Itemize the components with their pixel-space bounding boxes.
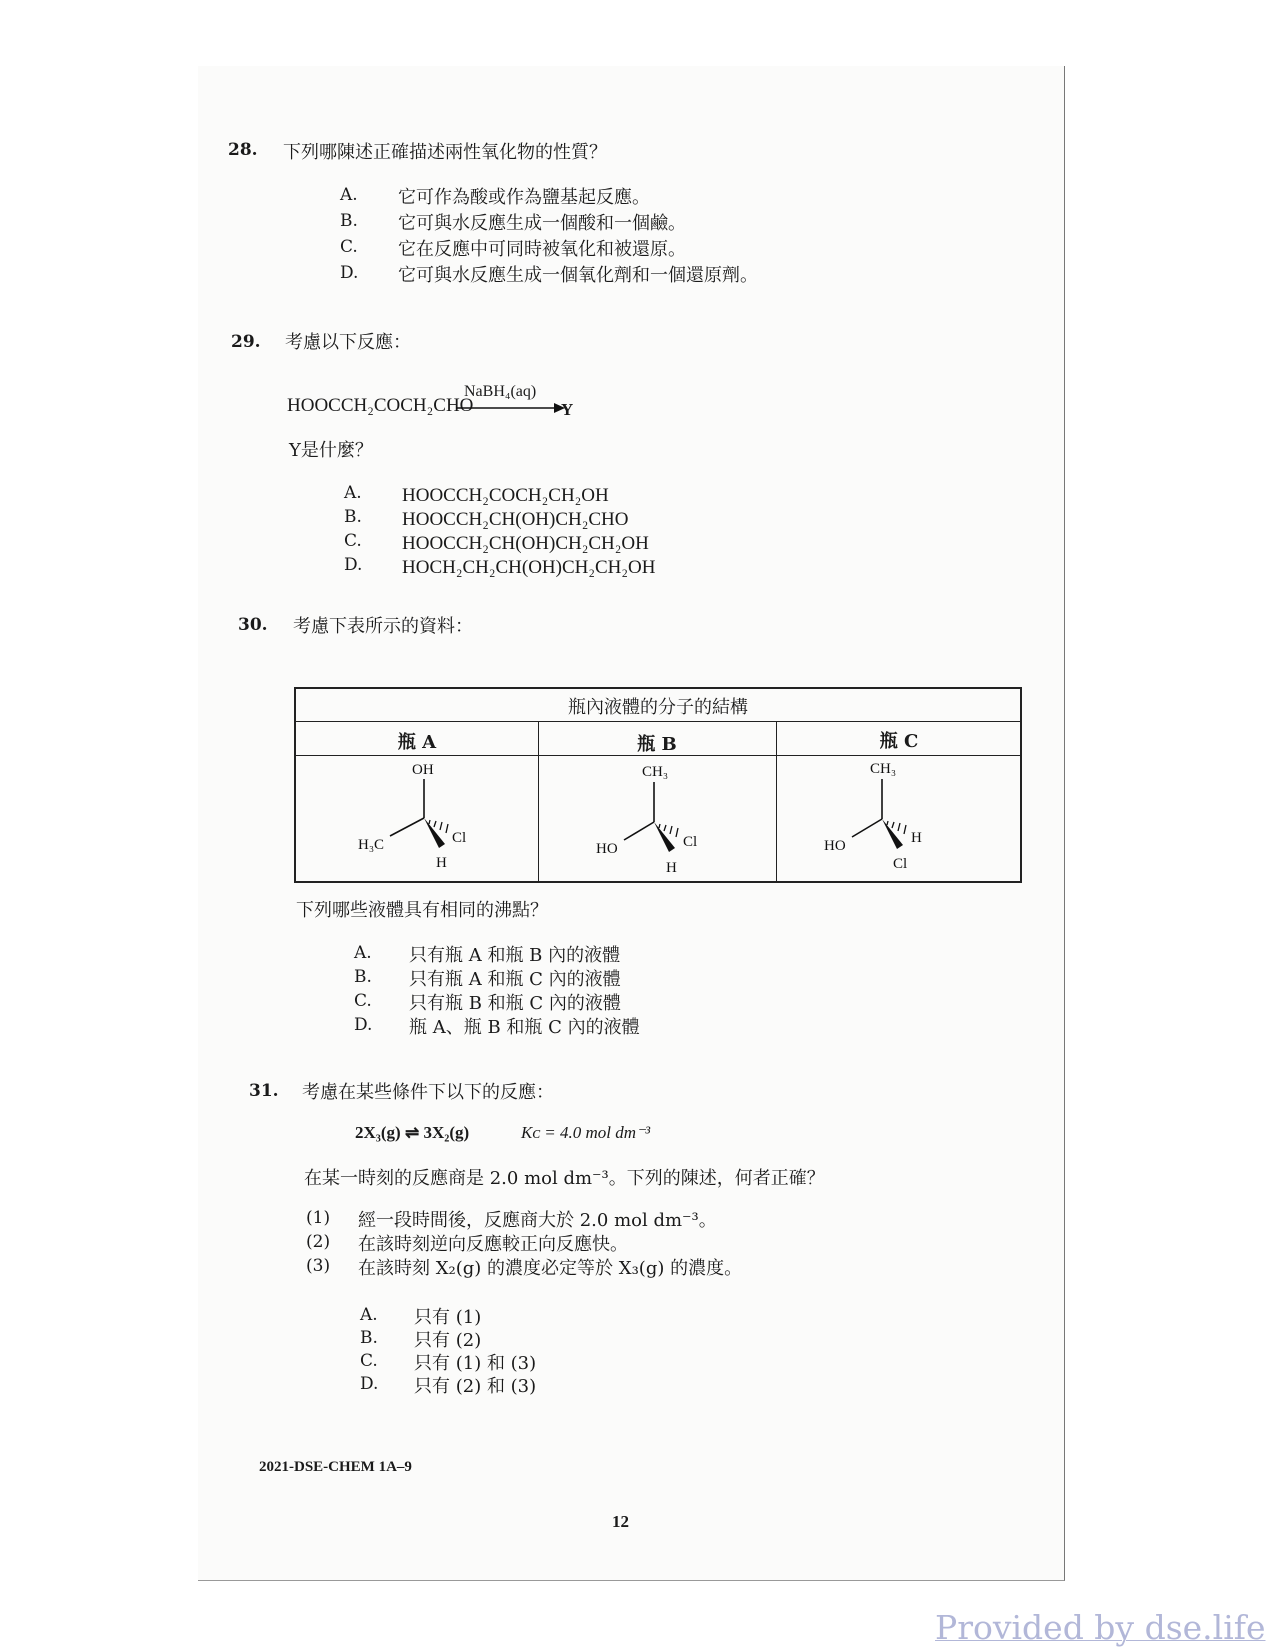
q28-option-text: 它可與水反應生成一個酸和一個鹼。: [398, 213, 686, 234]
q31-statement-number: (3): [306, 1256, 331, 1276]
q28-option-letter: A.: [340, 185, 358, 205]
substituent-bottom: H: [436, 855, 447, 871]
q30-option-letter: D.: [354, 1015, 373, 1035]
q31-statement-number: (1): [306, 1208, 331, 1228]
substituent-right: Cl: [683, 834, 698, 850]
q31-statement-text: 在該時刻 X₂(g) 的濃度必定等於 X₃(g) 的濃度。: [358, 1258, 743, 1279]
q31-option-text: 只有 (1) 和 (3): [414, 1353, 537, 1374]
q29-option-letter: A.: [344, 483, 362, 503]
q31-equation: 2X₃(g) ⇌ 3X₂(g): [355, 1123, 470, 1142]
q30-question: 下列哪些液體具有相同的沸點？: [296, 900, 548, 921]
bottle-b-structure: [538, 756, 776, 881]
q29-reactant: HOOCCH₂COCH₂CHO: [287, 395, 474, 416]
q29-question: Y是什麼？: [289, 440, 373, 461]
q28-option-text: 它在反應中可同時被氧化和被還原。: [398, 239, 686, 260]
q31-statement-text: 在該時刻逆向反應較正向反應快。: [358, 1234, 628, 1255]
q31-question: 在某一時刻的反應商是 2.0 mol dm⁻³。下列的陳述，何者正確？: [304, 1168, 825, 1189]
substituent-top: CH₃: [642, 764, 669, 780]
exam-page: [198, 66, 1065, 1581]
q28-stem: 下列哪陳述正確描述兩性氧化物的性質？: [283, 142, 607, 163]
q31-option-letter: A.: [360, 1305, 378, 1325]
q31-statement-text: 經一段時間後，反應商大於 2.0 mol dm⁻³。: [358, 1210, 717, 1231]
q30-option-text: 只有瓶 A 和瓶 C 內的液體: [409, 969, 621, 990]
substituent-bottom: Cl: [893, 856, 908, 872]
q29-product: Y: [561, 400, 574, 419]
q30-option-letter: A.: [354, 943, 372, 963]
q31-option-text: 只有 (2): [414, 1330, 482, 1351]
table-title: 瓶內液體的分子的結構: [568, 697, 748, 718]
q29-reaction-arrow: [456, 402, 566, 414]
q31-statement-number: (2): [306, 1232, 331, 1252]
page-number: 12: [612, 1512, 629, 1531]
q30-option-letter: C.: [354, 991, 372, 1011]
column-header-bottle-c: 瓶 C: [879, 731, 919, 752]
q28-option-text: 它可作為酸或作為鹽基起反應。: [398, 187, 650, 208]
q30-structure-table: [294, 687, 1022, 883]
q30-stem: 考慮下表所示的資料：: [293, 616, 473, 637]
substituent-top: OH: [412, 762, 434, 778]
substituent-bottom: H: [666, 860, 677, 876]
q31-option-text: 只有 (1): [414, 1307, 482, 1328]
q29-option-letter: C.: [344, 531, 362, 551]
q31-option-text: 只有 (2) 和 (3): [414, 1376, 537, 1397]
q31-option-letter: D.: [360, 1374, 379, 1394]
q29-option-letter: D.: [344, 555, 363, 575]
watermark-link[interactable]: Provided by dse.life: [935, 1608, 1266, 1647]
footer-paper-code: 2021-DSE-CHEM 1A–9: [259, 1459, 412, 1475]
q28-option-letter: D.: [340, 263, 359, 283]
q29-stem: 考慮以下反應：: [285, 332, 411, 353]
q28-option-letter: C.: [340, 237, 358, 257]
substituent-left: HO: [824, 838, 846, 854]
column-header-bottle-b: 瓶 B: [637, 734, 677, 755]
q30-option-text: 只有瓶 B 和瓶 C 內的液體: [409, 993, 621, 1014]
q29-option-text: HOOCCH₂COCH₂CH₂OH: [402, 485, 609, 506]
q28-option-text: 它可與水反應生成一個氧化劑和一個還原劑。: [398, 265, 758, 286]
q30-number: 30.: [238, 615, 268, 635]
q29-option-text: HOOCCH₂CH(OH)CH₂CH₂OH: [402, 533, 649, 554]
q31-stem: 考慮在某些條件下以下的反應：: [302, 1082, 554, 1103]
bottle-c-structure: [776, 756, 1022, 881]
q30-option-text: 只有瓶 A 和瓶 B 內的液體: [409, 945, 621, 966]
substituent-left: H₃C: [358, 837, 385, 853]
q28-option-letter: B.: [340, 211, 358, 231]
q30-option-text: 瓶 A、瓶 B 和瓶 C 內的液體: [409, 1017, 640, 1038]
column-header-bottle-a: 瓶 A: [397, 732, 437, 753]
substituent-left: HO: [596, 841, 618, 857]
bottle-a-structure: [296, 756, 538, 881]
substituent-right: H: [911, 830, 922, 846]
q29-number: 29.: [231, 332, 261, 352]
q29-option-text: HOCH₂CH₂CH(OH)CH₂CH₂OH: [402, 557, 656, 578]
q29-reagent: NaBH₄(aq): [464, 383, 537, 400]
q31-option-letter: C.: [360, 1351, 378, 1371]
q31-number: 31.: [249, 1081, 279, 1101]
substituent-top: CH₃: [870, 761, 897, 777]
q29-option-letter: B.: [344, 507, 362, 527]
q28-number: 28.: [228, 140, 258, 160]
q31-kc: Kᴄ = 4.0 mol dm⁻³: [521, 1123, 651, 1142]
substituent-right: Cl: [452, 830, 467, 846]
q31-option-letter: B.: [360, 1328, 378, 1348]
q30-option-letter: B.: [354, 967, 372, 987]
q29-option-text: HOOCCH₂CH(OH)CH₂CHO: [402, 509, 629, 530]
